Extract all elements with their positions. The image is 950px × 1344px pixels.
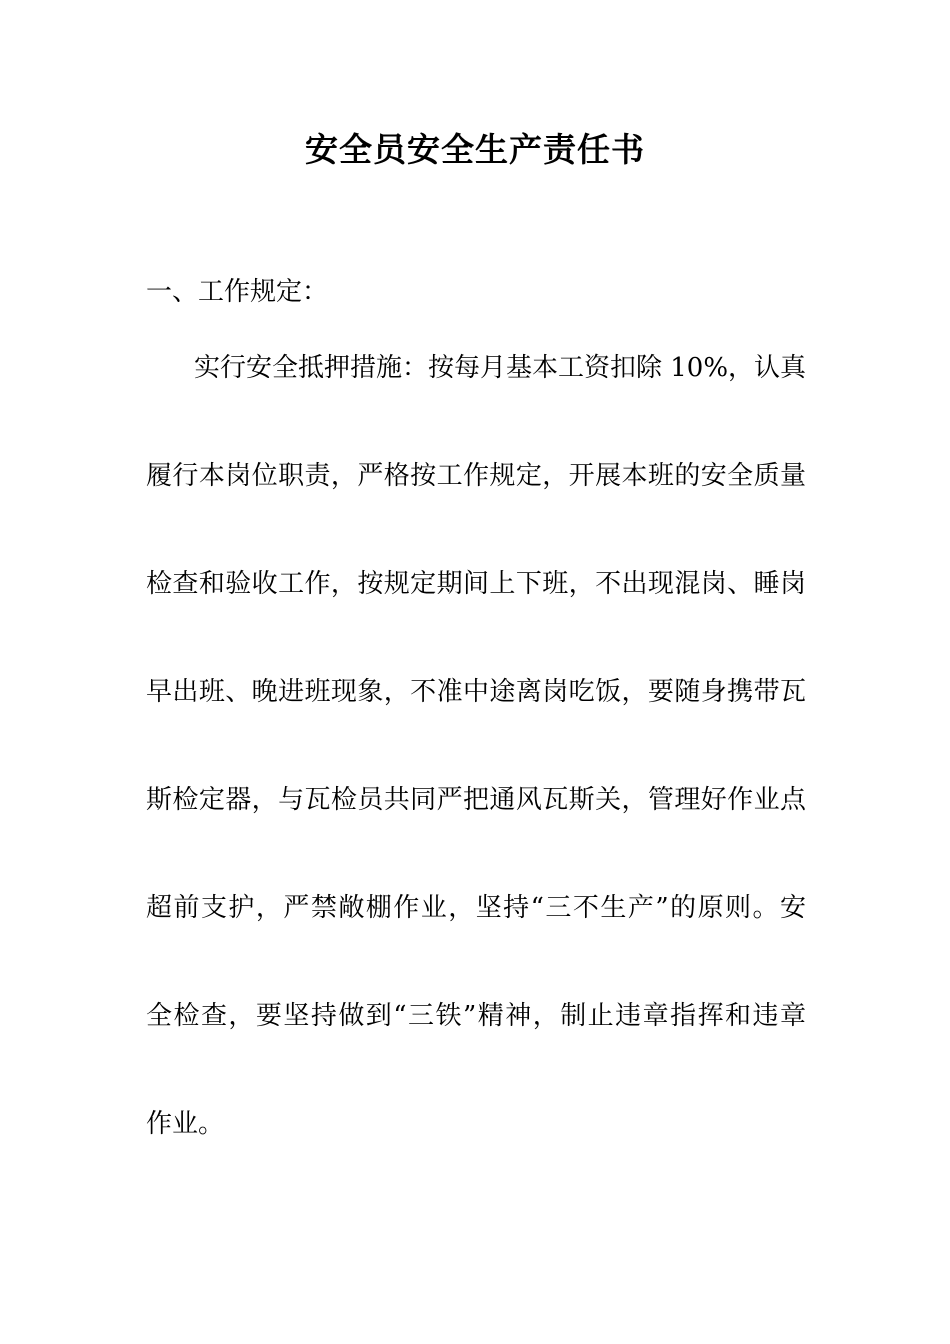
paragraph-line: 检查和验收工作，按规定期间上下班，不出现混岗、睡岗 bbox=[146, 569, 806, 599]
document-title: 安全员安全生产责任书 bbox=[305, 130, 645, 169]
paragraph-line: 作业。 bbox=[146, 1109, 225, 1139]
section-heading: 一、工作规定： bbox=[146, 277, 329, 307]
paragraph-line: 早出班、晚进班现象，不准中途离岗吃饭，要随身携带瓦 bbox=[146, 677, 806, 707]
paragraph-line: 实行安全抵押措施：按每月基本工资扣除 10%，认真 bbox=[194, 353, 807, 383]
paragraph-line: 全检查，要坚持做到“三铁”精神，制止违章指挥和违章 bbox=[146, 1001, 806, 1031]
paragraph-line: 超前支护，严禁敞棚作业，坚持“三不生产”的原则。安 bbox=[146, 893, 806, 923]
paragraph-line: 斯检定器，与瓦检员共同严把通风瓦斯关，管理好作业点 bbox=[146, 785, 806, 815]
paragraph-line: 履行本岗位职责，严格按工作规定，开展本班的安全质量 bbox=[146, 461, 806, 491]
